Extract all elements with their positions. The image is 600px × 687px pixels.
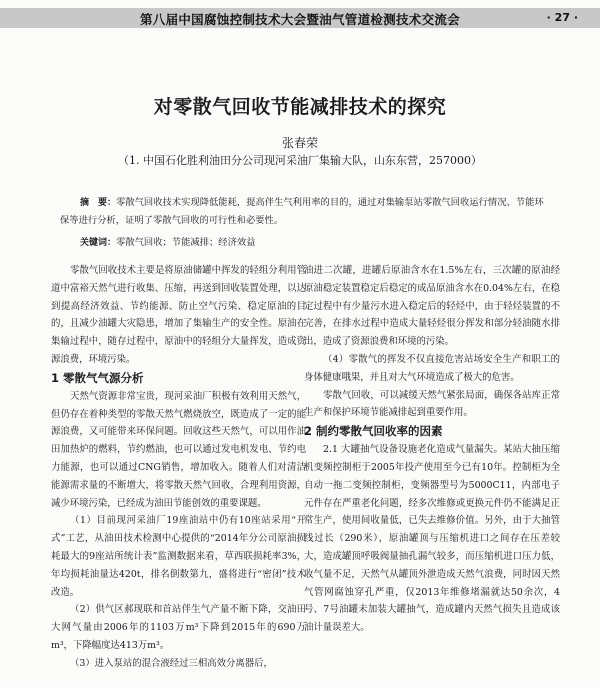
abstract-text: 零散气回收技术实现降低能耗，提高伴生气利用率的目的，通过对集输泵站零散气回收运行情况、节能环保等进行分析，证明了零散气回收的可行性和必要性。 [60,197,544,226]
right-column [304,262,560,637]
section-1-paragraph-5: （4）零散气的挥发不仅直接危害站场安全生产和职工的身体健康哦果，并且对大气环境造成了极大的危害。 [304,353,560,383]
abstract-label: 摘 要： [80,198,117,208]
section-1-paragraph-1: 天然气资源非常宝贵，现河采油厂积极有效利用天然气，但仍存在着种类型的零散天然气燃烧放空，既造成了一定的能源浪费，又可能带来环保问题。回收这些天然气，可以用作油田加热炉的燃料，节约燃油，也可以通过发电机发电、节约电力能源，也可以通过CNG销售，增加收入。随着人们对清洁能源需求量的不断增大，将零散天然气回收，合理利用资源，减少环境污染，已经成为油田节能创效的重要课题。 [51,390,306,509]
section-1-paragraph-4: （3）进入泵站的混合液经过三相高效分离器后， [70,657,273,669]
journal-title: 第八届中国腐蚀控制技术大会暨油气管道检测技术交流会 [139,12,460,27]
section-1-heading: 1 零散气气源分析 [51,370,144,385]
intro-paragraph: 零散气回收技术主要是将原油储罐中挥发的轻组分利用管道中富裕天然气进行收集、压缩，再送到回收装置处理，以达到提高经济效益、节约能源、防止空气污染、稳定原油的目的，且减少油罐大灾隐患，增加了集输生产的安全性。原油在集输过程中，随存过程中，原油中的轻组分大量挥发，造成资源浪费，环境污染。 [51,265,306,365]
journal-header-band [0,8,600,28]
author-affiliation: （1. 中国石化胜利油田分公司现河采油厂集输大队，山东东营，257000） [118,154,482,167]
keywords [60,234,550,252]
continued-paragraph: 油进二次罐，进罐后原油含水在1.5%左右，三次罐的原油经原油稳定装置稳定后稳定的成品原油含水在0.04%左右，在稳定过程中有少量污水进入稳定后的轻烃中，由于轻烃装置的不完善，在排水过程中造成大量轻烃很分挥发和部分轻油随水排出，造成了资源浪费和环境的污染。 [304,265,560,348]
abstract [60,194,550,229]
left-column [51,262,306,673]
keywords-text: 零散气回收；节能减排；经济效益 [116,237,256,248]
section-2-heading: 2 制约零散气回收率的因素 [304,424,443,439]
section-1-paragraph-2: （1）目前现河采油厂19座油站中仍有10座站采用“开式”工艺，从油田技术检测中心提供的“2014年分公司原油损耗最大的9座站所统计表”监测数据来看，草西联损耗率3%，年均损耗油量达420t，排名倒数第九，盛将进行“密闭”技术改造。 [51,515,306,598]
section-1-paragraph-6: 零散气回收，可以减缓天然气紧张局面，确保各站库正常生产和保护环境节能减排起到重要作用。 [304,389,560,419]
section-2-paragraph-1: 2.1 大罐抽气设备设施老化造成气量漏失。某站大抽压缩机变频控制柜于2005年投产使用至今已有10年。控制柜为全自动一拖二变频控制柜，变频器型号为5000C11，内部电子元件存在严重老化问题，经多次维修或更换元件仍不能满足正常生产，使用间收量低，已失去维修价值。另外，由于大抽管线过长（290米），原油罐顶与压缩机进口之间存在压差较大，造成罐顶呼吸阀量抽孔漏气较多，而压缩机进口压力低，收气量不足，天然气从罐顶外泄造成天然气浪费，同时因天然气管网腐蚀穿孔严重，仅2013年维修堵漏就达50余次，4号、7号油罐未加装大罐抽气，造成罐内天然气损失且造成该油计量误差大。 [304,444,560,634]
author-name: 张春荣 [281,136,318,150]
page-number: · 27 · [546,11,578,24]
paper-title: 对零散气回收节能减排技术的探究 [153,96,447,118]
section-1-paragraph-3: （2）供气区郝现联和首站伴生气产量不断下降，交油田大网气量由2006年的1103万m³下降到2015年的690万m³，下降幅度达413万m³。 [51,604,306,651]
keywords-label: 关键词： [80,238,117,248]
